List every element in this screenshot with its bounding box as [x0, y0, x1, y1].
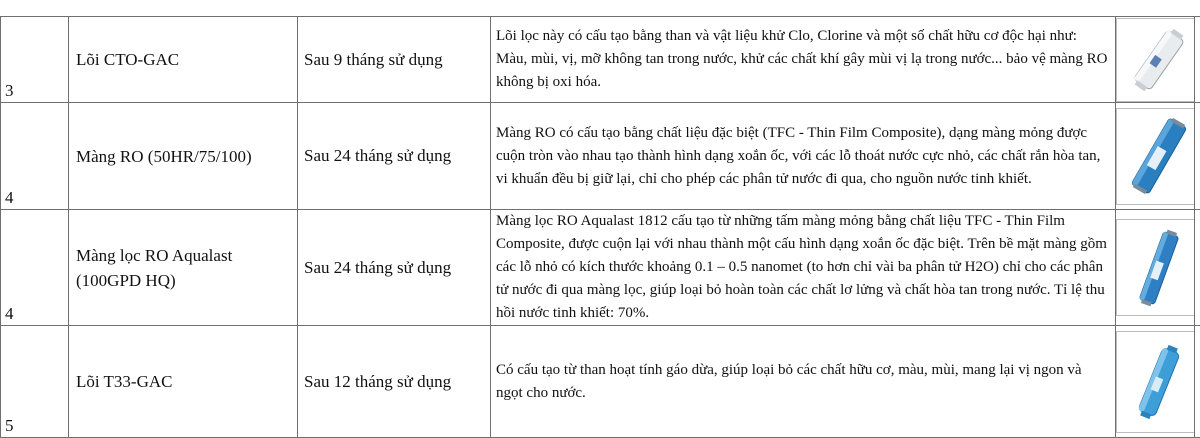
- filter-description: Màng lọc RO Aqualast 1812 cấu tạo từ những tấm màng mỏng bằng chất liệu TFC - Thin Film Composite, được cuộn lại với nhau thành một cấu hình dạng xoắn ốc đặc biệt. Trên bề mặt màng gồm các lỗ nhỏ có kích thước khoảng 0.1 – 0.5 nanomet (to hơn chỉ vài ba phân tử H2O) chỉ cho các phân tử nước đi qua màng lọc, giúp loại bỏ hoàn toàn các chất lơ lửng và chất hòa tan trong nước. Tỉ lệ thu hồi nước tinh khiết: 70%.: [491, 210, 1116, 326]
- filter-name: Màng lọc RO Aqualast (100GPD HQ): [69, 210, 298, 326]
- replacement-period: Sau 9 tháng sử dụng: [298, 17, 491, 103]
- replacement-period: Sau 12 tháng sử dụng: [298, 326, 491, 438]
- filter-description: Màng RO có cấu tạo bằng chất liệu đặc biệt (TFC - Thin Film Composite), dạng màng mỏng được cuộn tròn vào nhau tạo thành hình dạng xoắn ốc, với các lỗ thoát nước cực nhỏ, các chất rắn hòa tan, vi khuẩn đều bị giữ lại, chỉ cho phép các phân tử nước đi qua, cho nguồn nước tinh khiết.: [491, 103, 1116, 210]
- filter-replacement-table: [0, 16, 1200, 438]
- row-number: 3: [1, 17, 69, 103]
- filter-name: Lõi T33-GAC: [69, 326, 298, 438]
- filter-image-cell: [1116, 326, 1195, 438]
- filter-name: Màng RO (50HR/75/100): [69, 103, 298, 210]
- replacement-period: Sau 24 tháng sử dụng: [298, 210, 491, 326]
- row-number: 4: [1, 103, 69, 210]
- filter-image-cell: [1116, 103, 1195, 210]
- blue-ro-membrane-icon: [1116, 219, 1195, 316]
- filter-name: Lõi CTO-GAC: [69, 17, 298, 103]
- filter-description: Có cấu tạo từ than hoạt tính gáo dừa, giúp loại bỏ các chất hữu cơ, màu, mùi, mang lại vị ngon và ngọt cho nước.: [491, 326, 1116, 438]
- table-row: [1, 326, 1200, 438]
- table-row: [1, 17, 1200, 103]
- blue-t33-cartridge-icon: [1116, 331, 1195, 433]
- edge-cell: [1195, 103, 1200, 210]
- table-row: [1, 210, 1200, 326]
- edge-cell: [1195, 210, 1200, 326]
- filter-image-cell: [1116, 210, 1195, 326]
- white-cartridge-icon: [1116, 18, 1195, 102]
- replacement-period: Sau 24 tháng sử dụng: [298, 103, 491, 210]
- blue-ro-membrane-icon: [1116, 108, 1195, 205]
- row-number: 4: [1, 210, 69, 326]
- filter-image-cell: [1116, 17, 1195, 103]
- edge-cell: [1195, 17, 1200, 103]
- edge-cell: [1195, 326, 1200, 438]
- previous-row-clip: [0, 0, 1200, 16]
- table-row: [1, 103, 1200, 210]
- row-number: 5: [1, 326, 69, 438]
- filter-description: Lõi lọc này có cấu tạo bằng than và vật liệu khử Clo, Clorine và một số chất hữu cơ độc hại như: Màu, mùi, vị, mỡ không tan trong nước, khử các chất khí gây mùi vị lạ trong nước... bảo vệ màng RO không bị oxi hóa.: [491, 17, 1116, 103]
